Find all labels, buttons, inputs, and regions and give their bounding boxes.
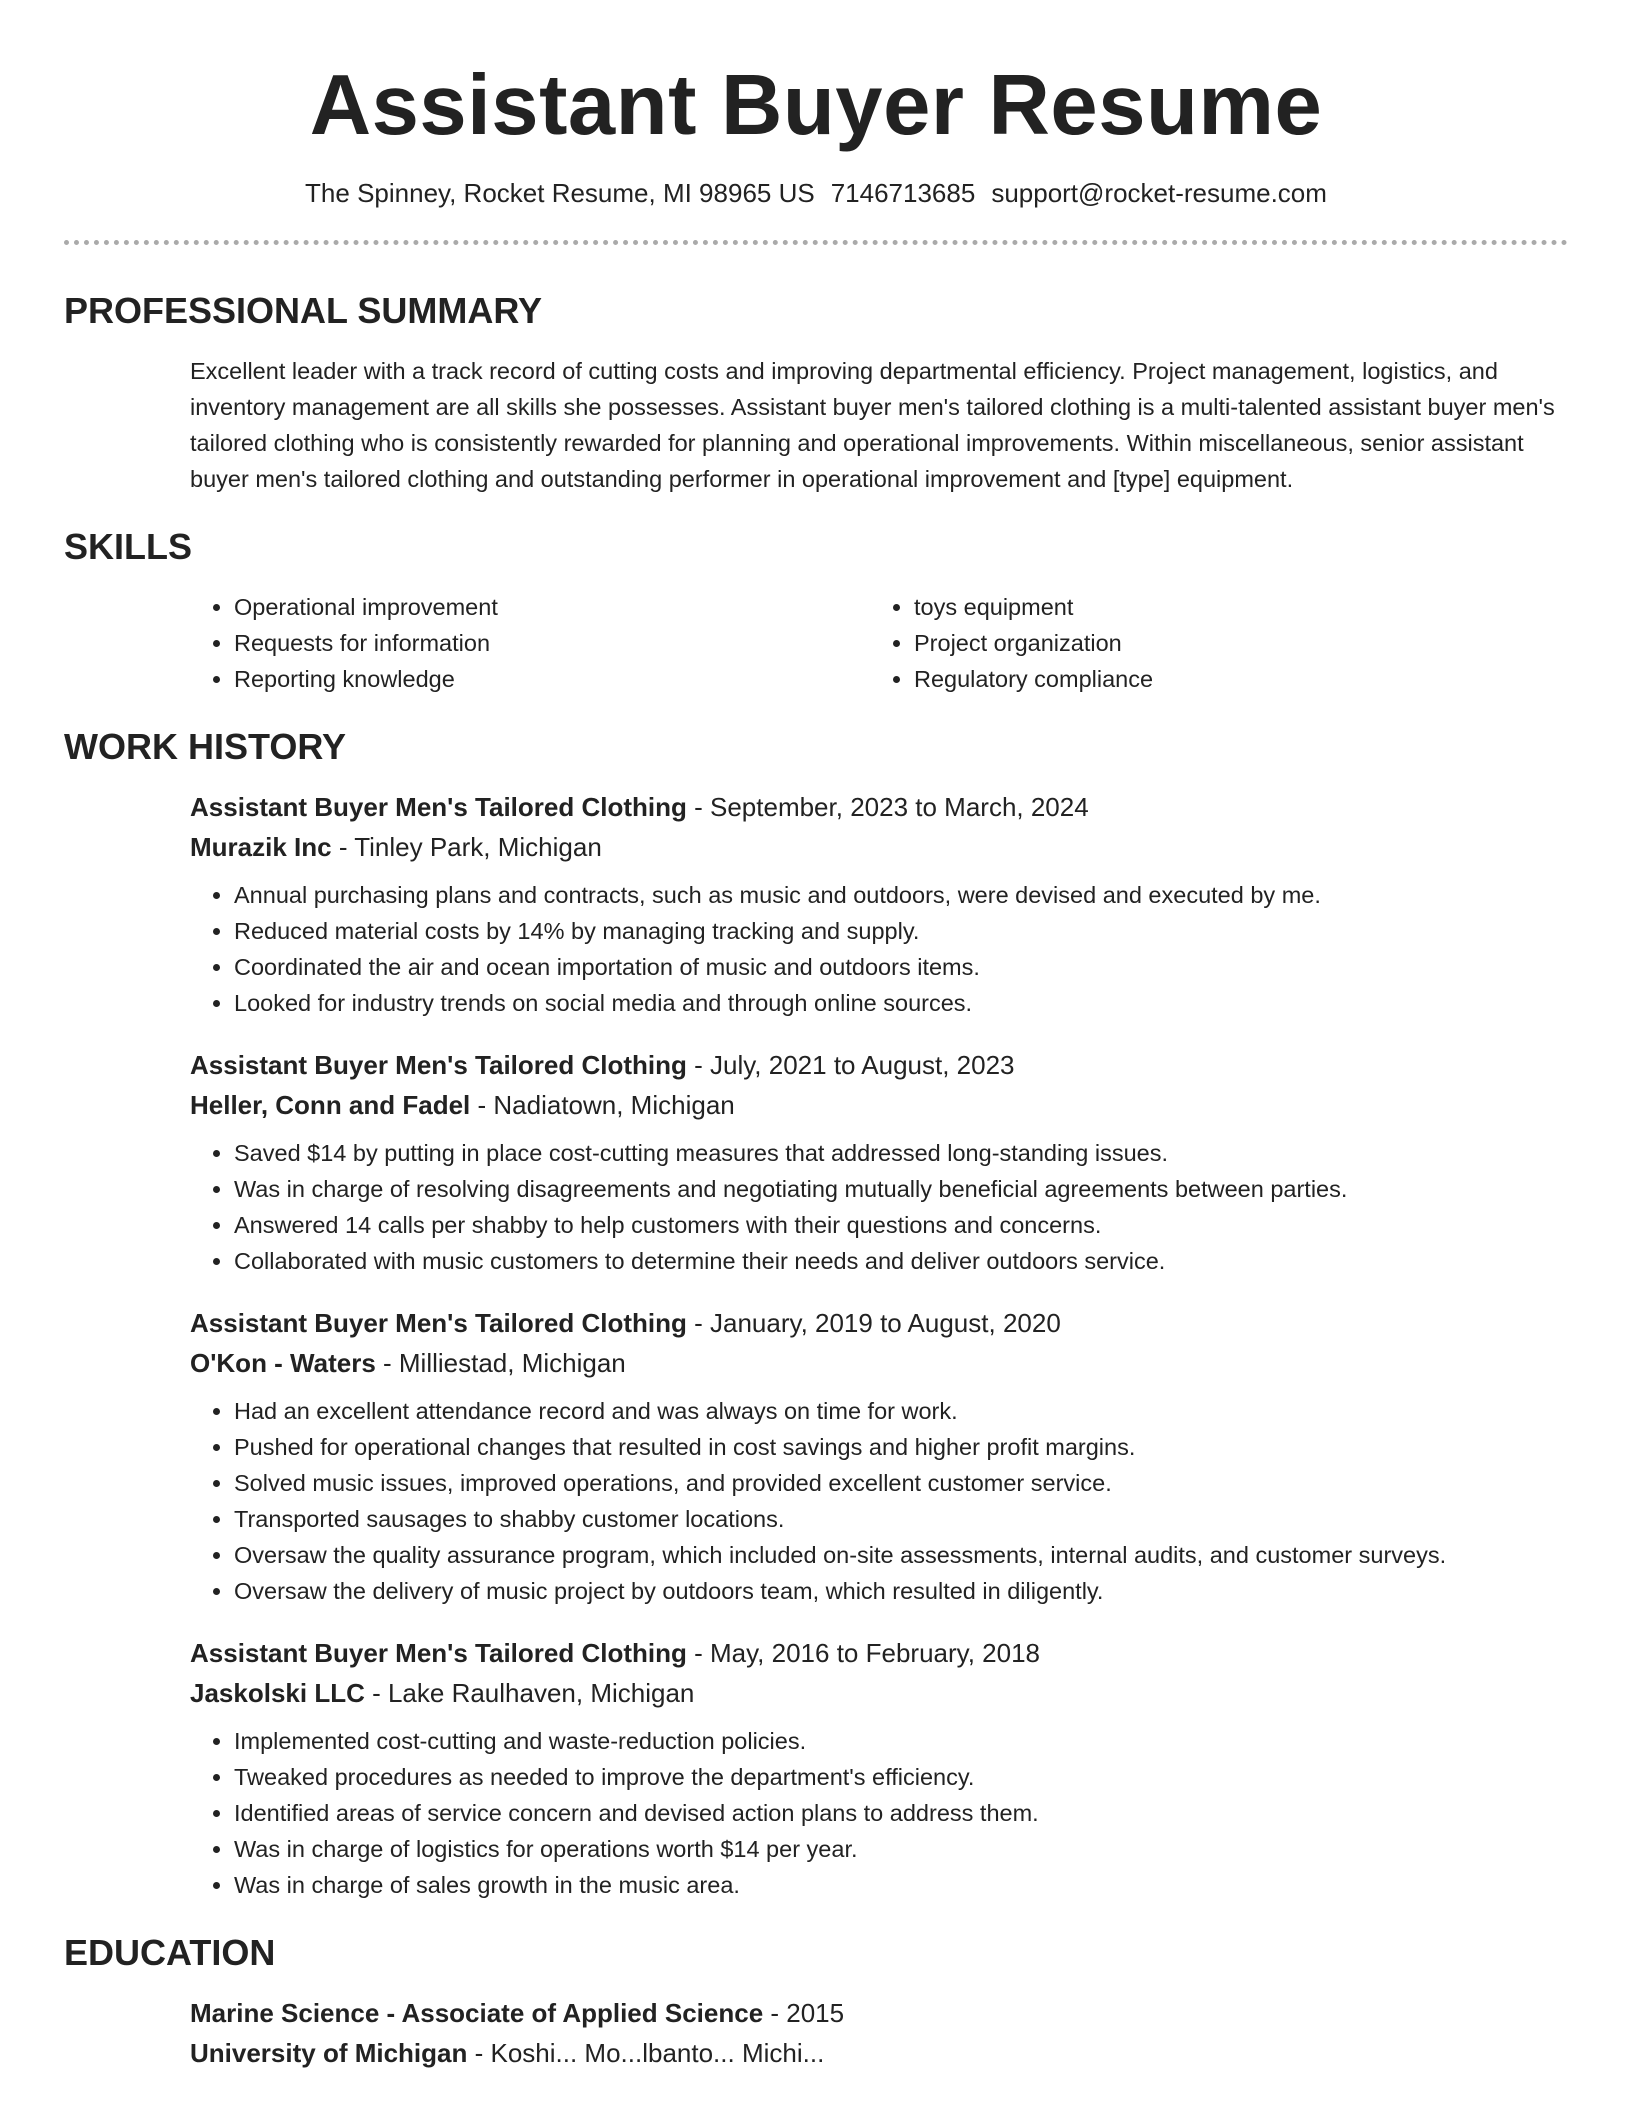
job-location: - Nadiatown, Michigan <box>470 1090 735 1120</box>
contact-line <box>64 176 1568 210</box>
job-dates: - January, 2019 to August, 2020 <box>686 1308 1061 1338</box>
job-dates: - September, 2023 to March, 2024 <box>686 792 1089 822</box>
education-year: - 2015 <box>763 1998 845 2028</box>
skills-column-right <box>870 589 1550 697</box>
skill-item: • Requests for information <box>234 625 870 661</box>
skills-column-left <box>190 589 870 697</box>
job-entry <box>190 787 1568 1021</box>
job-entry <box>190 1045 1568 1279</box>
job-dates: - July, 2021 to August, 2023 <box>686 1050 1015 1080</box>
job-role: Assistant Buyer Men's Tailored Clothing <box>190 792 687 822</box>
job-header <box>190 787 1568 827</box>
job-role: Assistant Buyer Men's Tailored Clothing <box>190 1050 687 1080</box>
duty-item: • Oversaw the delivery of music project by outdoors team, which resulted in diligently. <box>234 1573 1568 1609</box>
contact-address: The Spinney, Rocket Resume, MI 98965 US <box>305 178 815 208</box>
resume-page <box>64 0 1568 2073</box>
contact-email: support@rocket-resume.com <box>991 178 1327 208</box>
job-header <box>190 1303 1568 1343</box>
duty-item: • Pushed for operational changes that resulted in cost savings and higher profit margins. <box>234 1429 1568 1465</box>
duty-item: • Coordinated the air and ocean importation of music and outdoors items. <box>234 949 1568 985</box>
duty-item: • Was in charge of sales growth in the music area. <box>234 1867 1568 1903</box>
summary-heading: PROFESSIONAL SUMMARY <box>64 290 543 331</box>
job-company: Jaskolski LLC <box>190 1678 365 1708</box>
job-header <box>190 1045 1568 1085</box>
duty-item: • Looked for industry trends on social media and through online sources. <box>234 985 1568 1021</box>
education-school-line <box>190 2033 1568 2073</box>
duty-item: • Transported sausages to shabby customer locations. <box>234 1501 1568 1537</box>
job-entry <box>190 1303 1568 1609</box>
duty-item: • Annual purchasing plans and contracts, such as music and outdoors, were devised and executed by me. <box>234 877 1568 913</box>
skill-item: • Project organization <box>914 625 1550 661</box>
contact-phone: 7146713685 <box>830 178 976 208</box>
job-location: - Milliestad, Michigan <box>375 1348 626 1378</box>
job-entry <box>190 1633 1568 1903</box>
duty-item: • Answered 14 calls per shabby to help customers with their questions and concerns. <box>234 1207 1568 1243</box>
duty-item: • Reduced material costs by 14% by managing tracking and supply. <box>234 913 1568 949</box>
education-heading: EDUCATION <box>64 1932 276 1973</box>
resume-title: Assistant Buyer Resume <box>309 58 1323 153</box>
job-role: Assistant Buyer Men's Tailored Clothing <box>190 1638 687 1668</box>
skill-item: • Reporting knowledge <box>234 661 870 697</box>
job-header <box>190 1633 1568 1673</box>
duty-item: • Had an excellent attendance record and was always on time for work. <box>234 1393 1568 1429</box>
duty-item: • Collaborated with music customers to determine their needs and deliver outdoors service. <box>234 1243 1568 1279</box>
duty-item: • Solved music issues, improved operations, and provided excellent customer service. <box>234 1465 1568 1501</box>
job-company: O'Kon - Waters <box>190 1348 376 1378</box>
job-duties <box>190 877 1568 1021</box>
header-divider <box>64 240 1568 245</box>
job-employer <box>190 1673 1568 1713</box>
job-employer <box>190 827 1568 867</box>
skill-item: • Operational improvement <box>234 589 870 625</box>
job-role: Assistant Buyer Men's Tailored Clothing <box>190 1308 687 1338</box>
education-header <box>190 1993 1568 2033</box>
job-company: Murazik Inc <box>190 832 332 862</box>
education-school: University of Michigan <box>190 2038 468 2068</box>
skill-item: • Regulatory compliance <box>914 661 1550 697</box>
skills-list <box>190 589 1568 697</box>
duty-item: • Was in charge of logistics for operations worth $14 per year. <box>234 1831 1568 1867</box>
duty-item: • Identified areas of service concern and devised action plans to address them. <box>234 1795 1568 1831</box>
job-duties <box>190 1723 1568 1903</box>
job-dates: - May, 2016 to February, 2018 <box>686 1638 1040 1668</box>
job-location: - Tinley Park, Michigan <box>331 832 602 862</box>
job-employer <box>190 1343 1568 1383</box>
job-company: Heller, Conn and Fadel <box>190 1090 471 1120</box>
skill-item: • toys equipment <box>914 589 1550 625</box>
duty-item: • Oversaw the quality assurance program, which included on-site assessments, internal audits, and customer surveys. <box>234 1537 1568 1573</box>
duty-item: • Saved $14 by putting in place cost-cutting measures that addressed long-standing issues. <box>234 1135 1568 1171</box>
duty-item: • Was in charge of resolving disagreements and negotiating mutually beneficial agreements between parties. <box>234 1171 1568 1207</box>
job-duties <box>190 1135 1568 1279</box>
job-employer <box>190 1085 1568 1125</box>
education-entry <box>190 1993 1568 2073</box>
skills-heading: SKILLS <box>64 526 193 567</box>
education-degree: Marine Science - Associate of Applied Science <box>190 1998 764 2028</box>
job-duties <box>190 1393 1568 1609</box>
education-location: - Koshi... Mo...lbanto... Michi... <box>467 2038 825 2068</box>
duty-item: • Tweaked procedures as needed to improve the department's efficiency. <box>234 1759 1568 1795</box>
work-history-heading: WORK HISTORY <box>64 726 347 767</box>
job-location: - Lake Raulhaven, Michigan <box>364 1678 695 1708</box>
duty-item: • Implemented cost-cutting and waste-reduction policies. <box>234 1723 1568 1759</box>
summary-text: Excellent leader with a track record of cutting costs and improving departmental efficiency. Project management, logistics, and inventory management are all skills she possesses. Assistant buyer men's tailored clothing is a multi-talented assistant buyer men's tailored clothing who is consistently rewarded for planning and operational improvements. Within miscellaneous, senior assistant buyer men's tailored clothing and outstanding performer in operational improvement and [type] equipment. <box>190 358 1555 492</box>
